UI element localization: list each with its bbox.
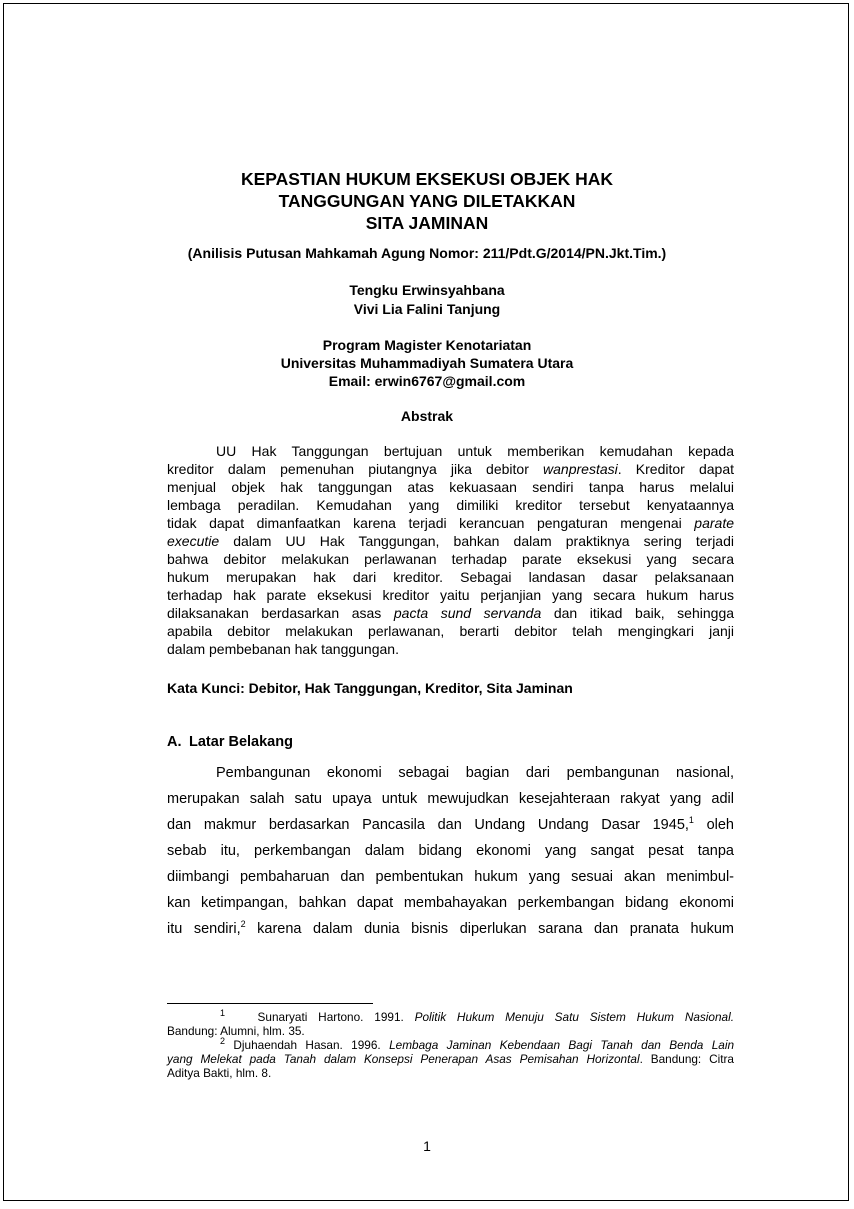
body-line: itu sendiri,$^2$ karena dalam dunia bisnis diperlukan sarana dan pranata hukum xyxy=(167,919,734,937)
title-line: TANGGUNGAN YANG DILETAKKAN xyxy=(278,191,576,211)
affiliation xyxy=(4,336,850,390)
abstract-line: dilaksanakan berdasarkan asas pacta sund servanda dan itikad baik, sehingga xyxy=(167,605,735,621)
abstract-line: dalam pembebanan hak tanggungan. xyxy=(167,641,399,657)
author-name: Vivi Lia Falini Tanjung xyxy=(353,301,501,317)
body-line: merupakan salah satu upaya untuk mewujudkan kesejahteraan rakyat yang adil xyxy=(167,791,734,807)
body-text xyxy=(167,760,734,942)
footnote-ref: 2 xyxy=(240,919,246,930)
abstract-line: tidak dapat dimanfaatkan karena terjadi kerancuan pengaturan mengenai parate xyxy=(167,515,734,531)
abstract-text xyxy=(167,442,734,658)
abstract-line: terhadap hak parate eksekusi kreditor yaitu perjanjian yang secara hukum harus xyxy=(167,587,734,603)
footnote-ref: 1 xyxy=(688,815,694,826)
title-line: KEPASTIAN HUKUM EKSEKUSI OBJEK HAK xyxy=(240,169,614,189)
body-line: diimbangi pembaharuan dan pembentukan hukum yang sesuai akan menimbul- xyxy=(167,869,734,885)
abstract-line: bahwa debitor melakukan perlawanan terhadap parate eksekusi yang secara xyxy=(167,551,734,567)
body-line: Pembangunan ekonomi sebagai bagian dari pembangunan nasional, xyxy=(216,765,734,781)
paper-subtitle: (Anilisis Putusan Mahkamah Agung Nomor: 211/Pdt.G/2014/PN.Jkt.Tim.) xyxy=(187,245,667,261)
abstract-line: lembaga peradilan. Kemudahan yang dimiliki kreditor tersebut kenyataannya xyxy=(167,497,734,513)
affiliation-email: Email: erwin6767@gmail.com xyxy=(328,373,526,389)
document-page xyxy=(3,3,849,1201)
abstract-line: apabila debitor melakukan perlawanan, berarti debitor telah mengingkari janji xyxy=(167,623,734,639)
footnote-1: $^1$ Sunaryati Hartono. 1991. Politik Hukum Menuju Satu Sistem Hukum Nasional. xyxy=(220,1008,735,1024)
footnote-2: $^2$ Djuhaendah Hasan. 1996. Lembaga Jaminan Kebendaan Bagi Tanah dan Benda Lain xyxy=(220,1036,735,1052)
body-line: dan makmur berdasarkan Pancasila dan Undang Undang Dasar 1945,$^1$ oleh xyxy=(167,815,734,833)
footnotes xyxy=(167,1010,734,1080)
page-number: 1 xyxy=(423,1138,431,1154)
footnote-separator xyxy=(167,1003,373,1004)
section-number: A. xyxy=(167,734,182,750)
abstract-heading: Abstrak xyxy=(400,408,454,424)
footnote-2-cont: yang Melekat pada Tanah dalam Konsepsi Penerapan Asas Pemisahan Horizontal. Bandung: Citra xyxy=(167,1052,734,1066)
section-heading xyxy=(167,734,293,750)
keywords: Kata Kunci: Debitor, Hak Tanggungan, Kreditor, Sita Jaminan xyxy=(167,680,573,696)
affiliation-program: Program Magister Kenotariatan xyxy=(322,337,532,353)
abstract-line: menjual objek hak tanggungan atas kekuasaan sendiri tanpa harus melalui xyxy=(167,479,734,495)
body-line: kan ketimpangan, bahkan dapat membahayakan perkembangan bidang ekonomi xyxy=(167,895,734,911)
paper-title xyxy=(4,168,850,234)
abstract-line: hukum merupakan hak dari kreditor. Sebagai landasan dasar pelaksanaan xyxy=(167,569,734,585)
author-list xyxy=(4,281,850,319)
title-line: SITA JAMINAN xyxy=(365,213,489,233)
footnote-1-cont: Bandung: Alumni, hlm. 35. xyxy=(167,1024,305,1038)
abstract-line: executie dalam UU Hak Tanggungan, bahkan dalam praktiknya sering terjadi xyxy=(167,533,734,549)
body-line: sebab itu, perkembangan dalam bidang ekonomi yang sangat pesat tanpa xyxy=(167,843,734,859)
affiliation-university: Universitas Muhammadiyah Sumatera Utara xyxy=(280,355,574,371)
section-title: Latar Belakang xyxy=(189,734,293,750)
abstract-line: UU Hak Tanggungan bertujuan untuk memberikan kemudahan kepada xyxy=(216,443,734,459)
footnote-2-end: Aditya Bakti, hlm. 8. xyxy=(167,1066,272,1080)
abstract-line: kreditor dalam pemenuhan piutangnya jika debitor wanprestasi. Kreditor dapat xyxy=(167,461,734,477)
author-name: Tengku Erwinsyahbana xyxy=(349,282,505,298)
